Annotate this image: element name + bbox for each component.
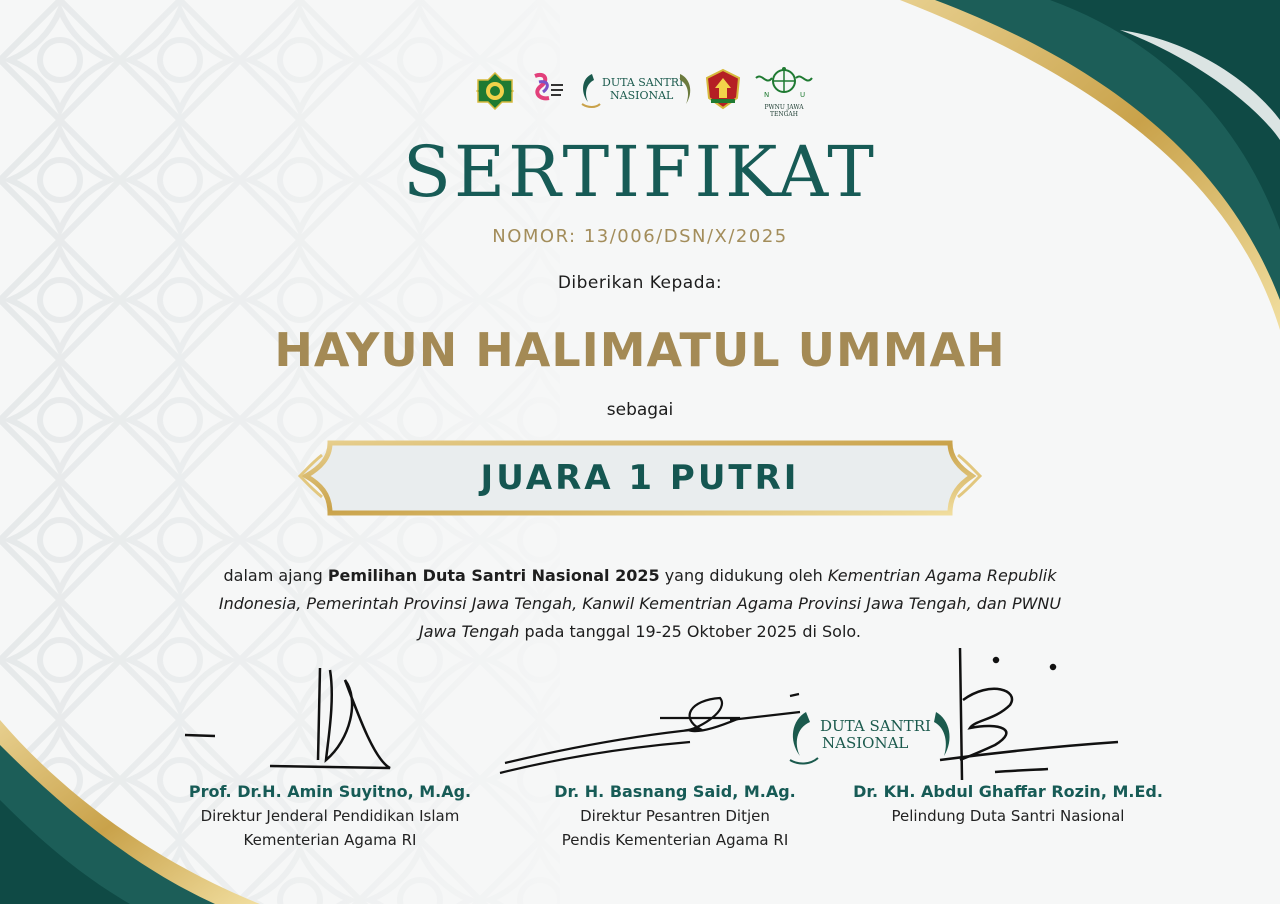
- logo3-line1: DUTA SANTRI: [602, 76, 684, 89]
- signatory-1: [150, 780, 510, 852]
- hari-santri-logo: [529, 70, 565, 114]
- signatory-3-name: Dr. KH. Abdul Ghaffar Rozin, M.Ed.: [853, 782, 1163, 801]
- svg-text:N: N: [764, 91, 770, 99]
- signatory-2-role-line1: Direktur Pesantren Ditjen: [580, 807, 770, 825]
- certificate-number: NOMOR: 13/006/DSN/X/2025: [492, 226, 788, 247]
- description-paragraph: [200, 562, 1080, 646]
- kemenag-logo: [476, 72, 514, 114]
- duta-santri-logo: [578, 70, 696, 110]
- signatory-3-role-line1: Pelindung Duta Santri Nasional: [891, 807, 1125, 825]
- duta-santri-stamp: [786, 708, 936, 764]
- signatory-3: [828, 780, 1188, 828]
- stamp-line1: DUTA SANTRI: [820, 717, 931, 735]
- signatory-1-role-line1: Direktur Jenderal Pendidikan Islam: [200, 807, 460, 825]
- desc-part-1: dalam ajang: [223, 566, 328, 585]
- signatory-1-role-line2: Kementerian Agama RI: [243, 831, 417, 849]
- recipient-name: HAYUN HALIMATUL UMMAH: [274, 323, 1006, 377]
- given-to-label: Diberikan Kepada:: [557, 273, 723, 293]
- signatory-2-name: Dr. H. Basnang Said, M.Ag.: [554, 782, 796, 801]
- signatory-2: [495, 780, 855, 852]
- desc-part-3: pada tanggal 19-25 Oktober 2025 di Solo.: [519, 622, 861, 641]
- logo5-label: PWNU JAWA TENGAH: [764, 104, 804, 118]
- svg-text:U: U: [800, 91, 806, 99]
- award-title: JUARA 1 PUTRI: [480, 458, 800, 498]
- supporters: Kementrian Agama Republik Indonesia, Pemerintah Provinsi Jawa Tengah, Kanwil Kementrian Agama Provinsi Jawa Tengah, dan PWNU Jawa Tengah: [218, 566, 1062, 641]
- signatory-1-name: Prof. Dr.H. Amin Suyitno, M.Ag.: [188, 782, 472, 801]
- certificate-title: SERTIFIKAT: [403, 131, 877, 213]
- pwnu-logo: [752, 66, 816, 116]
- event-name: Pemilihan Duta Santri Nasional 2025: [327, 566, 660, 585]
- desc-part-2: yang didukung oleh: [659, 566, 828, 585]
- signatory-2-role-line2: Pendis Kementerian Agama RI: [561, 831, 789, 849]
- logo3-line2: NASIONAL: [610, 89, 674, 102]
- as-label: sebagai: [606, 400, 674, 420]
- stamp-line2: NASIONAL: [822, 734, 909, 752]
- jateng-logo: [703, 68, 743, 114]
